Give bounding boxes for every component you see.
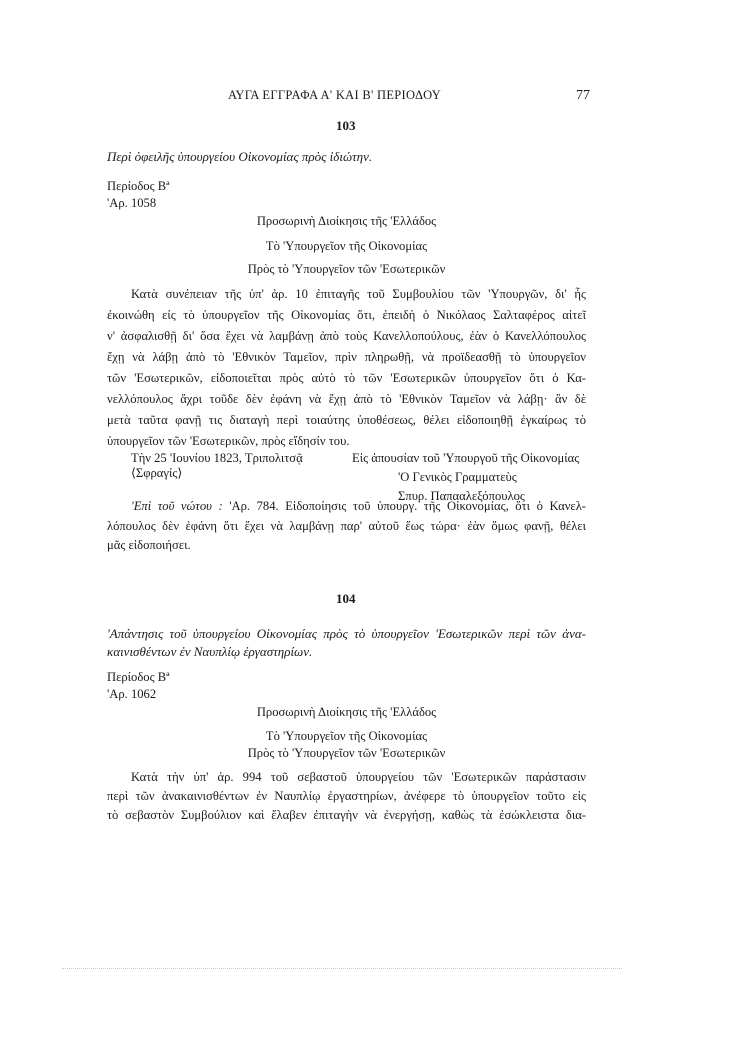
signature-title: 'Ο Γενικὸς Γραμματεὺς bbox=[398, 470, 517, 484]
document-title-104-cont: καινισθέντων ἐν Ναυπλίῳ ἐργαστηρίων. bbox=[107, 644, 313, 659]
seal-note: ⟨Σφραγίς⟩ bbox=[131, 466, 183, 480]
period-label-103: Περίοδος Βª bbox=[107, 179, 170, 193]
body-line-103: Κατὰ συνέπειαν τῆς ὑπ' ἀρ. 10 ἐπιταγῆς τοῦ Συμβουλίου τῶν 'Υπουργῶν, δι' ἧς bbox=[131, 287, 586, 301]
verso-text: 'Αρ. 784. Εἰδοποίησις τοῦ ὑπουργ. τῆς Οἰκονομίας, ὅτι ὁ Κανελ- bbox=[222, 499, 586, 513]
heading-ministry-103: Τὸ 'Υπουργεῖον τῆς Οἰκονομίας bbox=[265, 239, 428, 253]
body-line-103: νελλόπουλος ἄχρι τοῦδε δὲν ἐφάνη νὰ ἔχῃ ἀπὸ τὸ 'Εθνικὸν Ταμεῖον νὰ λάβῃ· ἂν δὲ bbox=[107, 392, 586, 406]
running-head: ΑΥΓΑ ΕΓΓΡΑΦΑ Α' ΚΑΙ Β' ΠΕΡΙΟΔΟΥ bbox=[228, 88, 442, 102]
scan-artifact-line bbox=[62, 968, 622, 969]
heading-ministry-104: Τὸ 'Υπουργεῖον τῆς Οἰκονομίας bbox=[265, 729, 428, 743]
body-line-103: ὑπουργεῖον τῶν 'Εσωτερικῶν, πρὸς εἴδησίν του. bbox=[107, 434, 350, 448]
period-label-104: Περίοδος Βª bbox=[107, 670, 170, 684]
signature-absence: Εἰς ἀπουσίαν τοῦ 'Υπουργοῦ τῆς Οἰκονομίας bbox=[352, 451, 580, 465]
verso-line bbox=[107, 499, 586, 514]
body-line-103: ν' ἀσφαλισθῇ δι' ὅσα ἔχει νὰ λαμβάνῃ ἀπὸ τοὺς Κανελλοπούλους, ἐὰν ὁ Κανελλόπουλος bbox=[107, 329, 586, 343]
body-line-104: Κατὰ τὴν ὑπ' ἀρ. 994 τοῦ σεβαστοῦ ὑπουργείου τῶν 'Εσωτερικῶν παράστασιν bbox=[131, 770, 586, 784]
heading-government-103: Προσωρινὴ Διοίκησις τῆς 'Ελλάδος bbox=[256, 214, 437, 228]
heading-recipient-103: Πρὸς τὸ 'Υπουργεῖον τῶν 'Εσωτερικῶν bbox=[247, 262, 446, 276]
reference-number-104: 'Αρ. 1062 bbox=[107, 687, 157, 701]
verso-label: 'Επὶ τοῦ νώτου : bbox=[131, 499, 223, 513]
page-number: 77 bbox=[576, 88, 590, 103]
heading-recipient-104: Πρὸς τὸ 'Υπουργεῖον τῶν 'Εσωτερικῶν bbox=[247, 746, 446, 760]
verso-line: λόπουλος δὲν ἐφάνη ὅτι ἔχει νὰ λαμβάνῃ παρ' αὐτοῦ ἕως τώρα· ἐὰν ὅμως φανῇ, θέλει bbox=[107, 519, 586, 533]
body-line-103: ἔχῃ νὰ λάβῃ ἀπὸ τὸ 'Εθνικὸν Ταμεῖον, πρὶν πληρωθῇ, νὰ προϊδεασθῇ τὸ ὑπουργεῖον bbox=[107, 350, 586, 364]
document-number-104: 104 bbox=[336, 591, 356, 606]
body-line-104: τὸ σεβαστὸν Συμβούλιον καὶ ἔλαβεν ἐπιταγὴν νὰ ἐνεργήσῃ, καθὼς τὰ ἐσώκλειστα δια- bbox=[107, 808, 586, 822]
heading-government-104: Προσωρινὴ Διοίκησις τῆς 'Ελλάδος bbox=[256, 705, 437, 719]
body-line-104: περὶ τῶν ἀνακαινισθέντων ἐν Ναυπλίῳ ἐργαστηρίων, ἀνέφερε τὸ ὑπουργεῖον τοῦτο εἰς bbox=[107, 789, 586, 803]
document-number-103: 103 bbox=[336, 118, 356, 133]
document-title-103: Περὶ ὀφειλῆς ὑπουργείου Οἰκονομίας πρὸς ἰδιώτην. bbox=[107, 149, 373, 164]
reference-number-103: 'Αρ. 1058 bbox=[107, 196, 157, 210]
body-line-103: τῶν 'Εσωτερικῶν, εἰδοποιεῖται πρὸς αὐτὸ τὸ τῶν 'Εσωτερικῶν ὑπουργεῖον ὅτι ὁ Κα- bbox=[107, 371, 586, 385]
verso-line: μᾶς εἰδοποιήσει. bbox=[107, 538, 191, 552]
date-place: Τὴν 25 'Ιουνίου 1823, Τριπολιτσᾷ bbox=[131, 451, 303, 465]
signature-name: Σπυρ. Παπααλεξόπουλος bbox=[398, 489, 525, 503]
body-line-103: μετὰ ταῦτα φανῇ τις διαταγὴ περὶ τοιαύτης ὑποθέσεως, θέλει εἰδοποιηθῇ ἐγκαίρως τὸ bbox=[107, 413, 586, 427]
document-title-104: 'Απάντησις τοῦ ὑπουργείου Οἰκονομίας πρὸς τὸ ὑπουργεῖον 'Εσωτερικῶν περὶ τῶν ἀνα- bbox=[107, 626, 586, 641]
body-line-103: ἐκοινώθη εἰς τὸ ὑπουργεῖον τῆς Οἰκονομίας ὅτι, ἐπειδὴ ὁ Νικόλαος Σαλταφέρος αἰτεῖ bbox=[107, 308, 586, 322]
